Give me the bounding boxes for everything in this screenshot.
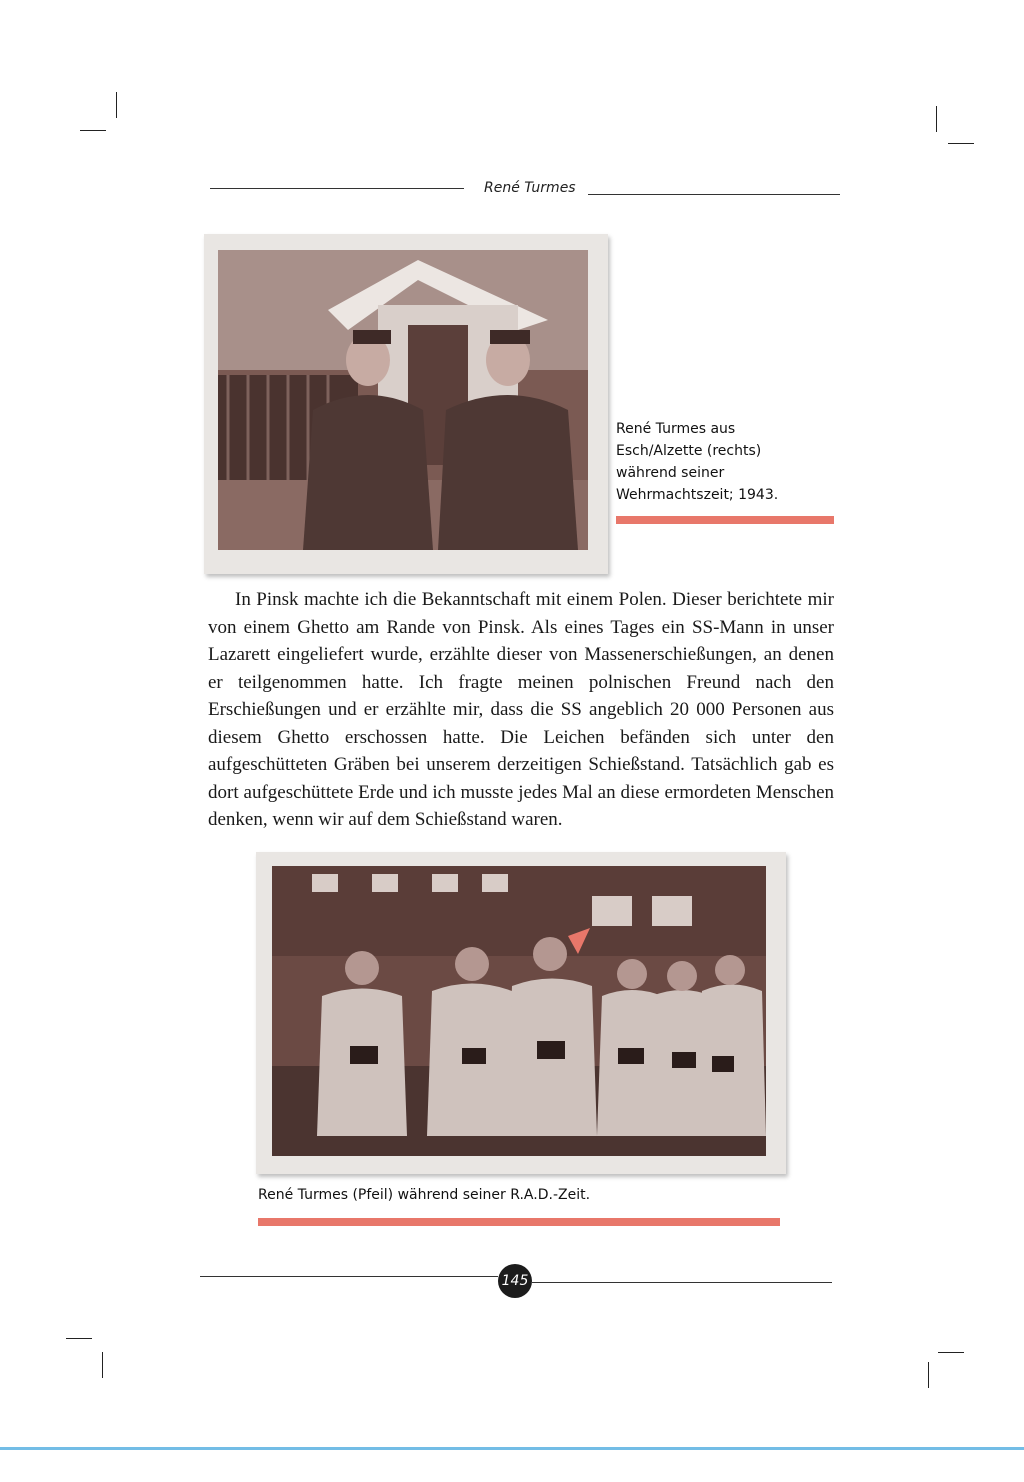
body-paragraph: In Pinsk machte ich die Bekanntschaft mit einem Polen. Dieser berichtete mir von einem Ghetto am Rande von Pinsk. Als eines Tages ein SS-Mann in unser Lazarett eingeliefert wurde, erzählte dieser von Massenerschießungen, an denen er teilgenommen hatte. Ich fragte meinen polnischen Freund nach den Erschießungen und er erzählte mir, dass die SS angeblich 20 000 Personen aus diesem Ghetto erschossen hatte. Die Leichen befänden sich unter den aufgeschütteten Gräben bei unserem derzeitigen Schießstand. Tatsächlich gab es dort aufgeschüttete Erde und ich musste jedes Mal an diese ermordeten Menschen denken, wenn wir auf dem Schießstand waren. [208, 589, 834, 830]
footer-rule-left [200, 1276, 498, 1277]
running-head: René Turmes [484, 180, 576, 196]
header-rule-right [588, 194, 840, 195]
bottom-edge-line [0, 1447, 1024, 1450]
crop-mark-top-left-h [80, 130, 106, 131]
crop-mark-bottom-left-v [102, 1352, 103, 1378]
header-rule-left [210, 188, 464, 189]
page-number: 145 [498, 1264, 532, 1298]
photo-1-frame [204, 234, 608, 574]
crop-mark-bottom-right-h [938, 1352, 964, 1353]
footer-rule-right [532, 1282, 832, 1283]
crop-mark-top-right-v [936, 106, 937, 132]
photo-1-accent-bar [616, 516, 834, 524]
crop-mark-bottom-right-v [928, 1362, 929, 1388]
crop-mark-bottom-left-h [66, 1338, 92, 1339]
photo-2-caption: René Turmes (Pfeil) während seiner R.A.D.-Zeit. [258, 1187, 591, 1203]
photo-soldiers-1943 [218, 250, 588, 550]
caption-line: Esch/Alzette (rechts) [616, 443, 762, 459]
caption-line: René Turmes aus [616, 421, 736, 437]
photo-rad-group [272, 866, 766, 1156]
crop-mark-top-left-v [116, 92, 117, 118]
photo-1-caption [616, 418, 836, 506]
crop-mark-top-right-h [948, 143, 974, 144]
photo-2-frame [256, 852, 786, 1174]
caption-line: Wehrmachtszeit; 1943. [616, 487, 779, 503]
photo-2-accent-bar [258, 1218, 780, 1226]
caption-line: während seiner [616, 465, 725, 481]
